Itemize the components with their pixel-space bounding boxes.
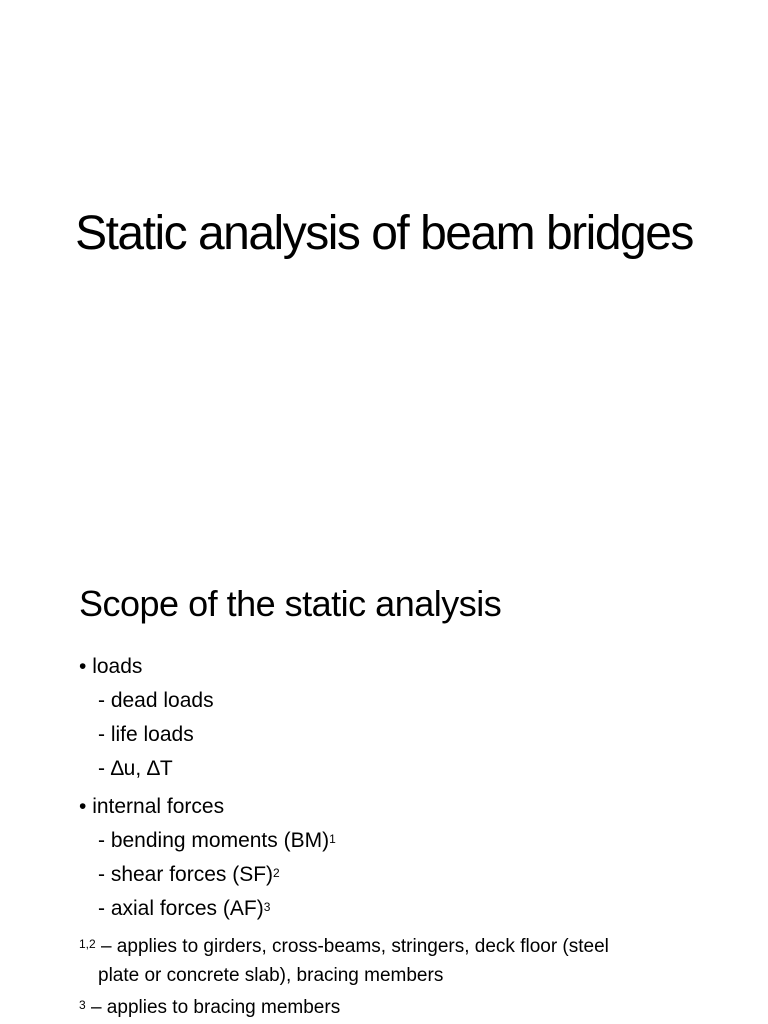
bullet-group-loads xyxy=(79,650,729,786)
footnote-3 xyxy=(79,993,719,1022)
footnote-marker: 2 xyxy=(273,866,280,880)
bullet-list xyxy=(79,650,729,930)
sub-item xyxy=(79,858,729,892)
bullet-item: • loads xyxy=(79,655,143,678)
sub-item-text: - ∆u, ∆T xyxy=(98,757,173,780)
bullet-label: internal forces xyxy=(92,795,225,818)
bullet-label: loads xyxy=(92,655,143,678)
content-slide xyxy=(0,520,768,1024)
slide-title: Static analysis of beam bridges xyxy=(75,207,693,260)
sub-item xyxy=(79,824,729,858)
sub-item-text: - life loads xyxy=(98,723,194,746)
footnote-marker: 3 xyxy=(263,900,271,914)
bullet-group-internal-forces xyxy=(79,790,729,926)
sub-item xyxy=(79,752,729,786)
sub-item xyxy=(79,718,729,752)
sub-item xyxy=(79,684,729,718)
sub-item-text: - dead loads xyxy=(98,689,214,712)
sub-item xyxy=(79,892,729,926)
footnote-marker: 1 xyxy=(329,832,336,846)
section-heading: Scope of the static analysis xyxy=(79,583,502,624)
footnote-text-continued: plate or concrete slab), bracing members xyxy=(98,965,444,986)
footnote-marker: 3 xyxy=(79,998,86,1012)
footnote-1-2 xyxy=(79,932,719,990)
sub-item-text: - bending moments (BM) xyxy=(98,829,330,852)
bullet-item: • internal forces xyxy=(79,795,225,818)
sub-item-text: - shear forces (SF) xyxy=(98,863,274,886)
footnote-text: – applies to girders, cross-beams, stringers, deck floor (steel xyxy=(95,936,609,957)
footnote-text: – applies to bracing members xyxy=(85,997,341,1018)
sub-item-text: - axial forces (AF) xyxy=(98,897,264,920)
footnote-marker: 1,2 xyxy=(79,937,96,951)
